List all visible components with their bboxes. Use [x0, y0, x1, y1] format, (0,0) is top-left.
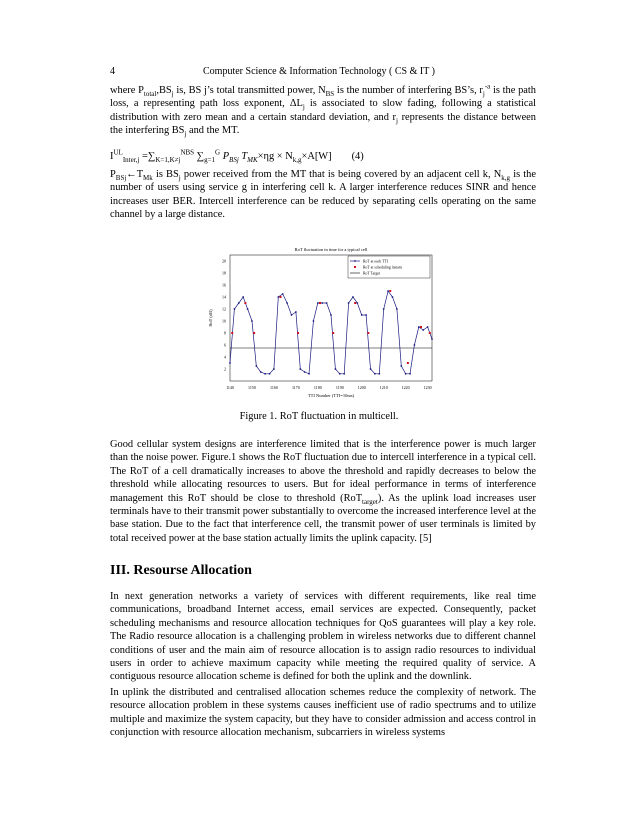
rot-point — [352, 296, 354, 298]
scheduling-point — [367, 332, 369, 334]
rot-point — [431, 338, 433, 340]
rot-point — [383, 308, 385, 310]
figure-caption: Figure 1. RoT fluctuation in multicell. — [239, 411, 399, 422]
rot-point — [378, 373, 380, 375]
paragraph-2: $P_{BSj}\leftarrow T_{Mk}$ is $BS_j$ power received from the MT that is being covered by an adjacent cell k, $N_{k,g}$ is the number of users using service g in interfering cell k. A larger interference reduces SINR and hence increases user BER. Intercell interference can be reduced by separating cells operating on the same channel by a large distance. — [110, 169, 536, 221]
rot-point — [313, 320, 315, 322]
y-tick-label: 14 — [222, 294, 226, 300]
rot-point — [370, 368, 372, 370]
paragraph-4: In next generation networks a variety of services with different requirements, like real time communications, broadband Internet access, email services are expected. Consequently, packet scheduling mechanisms and resource allocation techniques for QoS guarantees will play a key role. The Radio resource allocation is a challenging problem in wireless networks due to different channel conditions of user and the main aim of resource allocation is to assign radio resources to individual users in order to achieve maximum capacity while meeting the required quality of service. A contiguous resource allocation scheme is defined for both the uplink and the downlink. — [110, 591, 536, 683]
rot-point — [238, 302, 240, 304]
rot-point — [291, 314, 293, 316]
x-tick-label: 1140 — [226, 385, 234, 390]
legend-entry: RoT at scheduling instant — [363, 265, 402, 270]
x-tick-label: 1220 — [401, 385, 410, 390]
section-heading: III. Resourse Allocation — [110, 563, 252, 578]
rot-point — [414, 344, 416, 346]
scheduling-point — [280, 296, 282, 298]
rot-point — [387, 290, 389, 292]
x-tick-label: 1160 — [269, 385, 278, 390]
rot-point — [356, 302, 358, 304]
y-tick-label: 6 — [224, 342, 226, 348]
x-tick-label: 1170 — [291, 385, 300, 390]
rot-point — [392, 296, 394, 298]
legend-entry: RoT Target — [363, 271, 381, 276]
scheduling-point — [244, 302, 246, 304]
y-tick-label: 2 — [224, 366, 226, 372]
scheduling-point — [231, 332, 233, 334]
legend-swatch-sched — [354, 266, 356, 268]
rot-point — [405, 373, 407, 375]
rot-point — [321, 302, 323, 304]
x-tick-label: 1230 — [423, 385, 432, 390]
scheduling-point — [389, 290, 391, 292]
rot-point — [260, 371, 262, 373]
x-tick-label: 1180 — [313, 385, 322, 390]
x-axis-label: TTI Number (TTI=10ms) — [307, 393, 355, 398]
rot-point — [361, 314, 363, 316]
rot-point — [409, 373, 411, 375]
y-axis-label: RoT (dB) — [208, 309, 213, 327]
scheduling-point — [319, 302, 321, 304]
y-tick-label: 16 — [222, 282, 226, 288]
rot-point — [427, 326, 429, 328]
x-tick-label: 1150 — [248, 385, 256, 390]
x-tick-label: 1200 — [357, 385, 366, 390]
rot-point — [233, 308, 235, 310]
rot-point — [277, 296, 279, 298]
paragraph-5: In uplink the distributed and centralised allocation schemes reduce the complexity of network. The resource allocation problem in these systems causes inefficient use of radio spectrums and to utilize multiple and maximize the system capacity, but they have to consider admission and access control in conjunction with resource allocation mechanism, subcarriers in wireless systems — [110, 687, 536, 739]
rot-point — [343, 373, 345, 375]
rot-point — [242, 296, 244, 298]
y-tick-label: 10 — [222, 318, 226, 324]
rot-series-line — [230, 291, 432, 374]
rot-point — [247, 308, 249, 310]
rot-point — [229, 362, 231, 364]
rot-point — [264, 373, 266, 375]
paragraph-3: Good cellular system designs are interference limited that is the interference power is much larger than the noise power. Figure.1 shows the RoT fluctuation due to intercell interference in a typical cell. The RoT of a cell dramatically increases to above the threshold and rapidly decreases to below the threshold while allocating resources to users. But for ideal performance in terms of interference management this RoT should be close to threshold (RoT$_{target}$). As the uplink load increases user terminals have to their transmit power substantially to overcome the increased interference level at the base station. Due to the fact that interference cell, the transmit power of user terminals is limited by total received power at the base station actually limits the uplink capacity. [5] — [110, 439, 536, 544]
scheduling-point — [253, 332, 255, 334]
rot-point — [330, 314, 332, 316]
rot-point — [286, 302, 288, 304]
rot-point — [304, 371, 306, 373]
rot-point — [282, 293, 284, 295]
y-tick-label: 8 — [224, 330, 226, 336]
y-tick-label: 4 — [224, 354, 226, 360]
rot-point — [422, 329, 424, 331]
legend-entry: RoT at each TTI — [363, 259, 389, 264]
page-header — [0, 66, 638, 80]
scheduling-point — [429, 332, 431, 334]
rot-point — [400, 365, 402, 367]
x-tick-label: 1210 — [379, 385, 388, 390]
rot-point — [396, 308, 398, 310]
rot-point — [273, 368, 275, 370]
y-tick-label: 18 — [222, 270, 226, 276]
y-tick-label: 12 — [222, 306, 226, 312]
rot-point — [295, 311, 297, 313]
rot-point — [299, 368, 301, 370]
rot-point — [317, 302, 319, 304]
rot-point — [374, 373, 376, 375]
rot-point — [334, 368, 336, 370]
x-tick-label: 1190 — [335, 385, 344, 390]
scheduling-point — [354, 302, 356, 304]
rot-point — [308, 373, 310, 375]
scheduling-point — [332, 332, 334, 334]
rot-point — [365, 314, 367, 316]
legend-swatch-point — [354, 260, 356, 262]
rot-point — [255, 365, 257, 367]
rot-point — [251, 320, 253, 322]
paragraph-1: where $P_{total},BS_j$ is, BS j’s total transmitted power, $N_{BS}$ is the number of interfering BS’s, $r_j^{-a}$ is the path loss, a representing path loss exponent, $\Delta L_j$ is associated to slow fading, following a statistical distribution with zero mean and a certain standard deviation, and $r_j$ represents the distance between the interfering $BS_j$ and the MT. — [110, 82, 537, 139]
scheduling-point — [297, 332, 299, 334]
rot-point — [326, 302, 328, 304]
rot-point — [418, 326, 420, 328]
rot-point — [339, 373, 341, 375]
page-number: 4 — [110, 66, 115, 77]
y-tick-label: 20 — [222, 258, 226, 264]
equation-4: $I^{UL}_{Inter,j} =\sum_{K=1,K\ne j}^{NBS}$ $\sum_{g=1}^G$ $P_{BSj}$ $T_{MK}\times\eta g \times N_{k,g}\times A[W]$ (4) — [110, 148, 364, 165]
rot-chart — [200, 243, 440, 413]
scheduling-point — [407, 362, 409, 364]
chart-title: RoT fluctuation in time for a typical cell — [294, 247, 368, 252]
rot-point — [348, 302, 350, 304]
scheduling-point — [420, 326, 422, 328]
rot-point — [269, 373, 271, 375]
journal-title: Computer Science & Information Technology ( CS & IT ) — [203, 66, 435, 77]
equation-number: (4) — [351, 151, 364, 162]
